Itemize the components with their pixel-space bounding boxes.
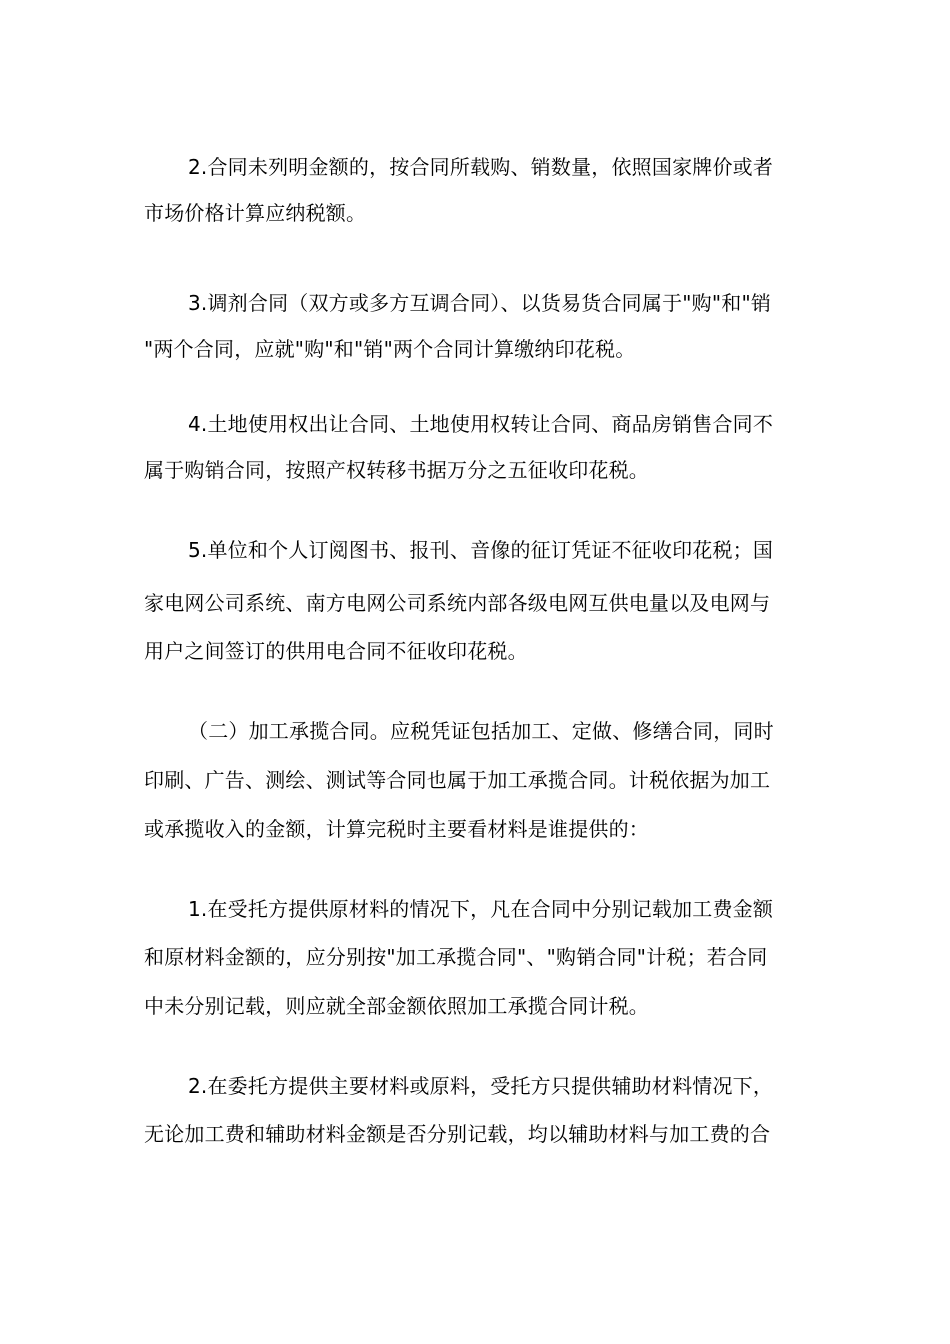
- paragraph-3-line-2: "两个合同，应就"购"和"销"两个合同计算缴纳印花税。: [144, 337, 636, 361]
- paragraph-2-line-1: 2.合同未列明金额的，按合同所载购、销数量，依照国家牌价或者: [188, 155, 774, 179]
- section-2-line-3: 或承揽收入的金额，计算完税时主要看材料是谁提供的：: [144, 817, 649, 841]
- paragraph-2-line-2: 市场价格计算应纳税额。: [144, 201, 367, 225]
- subsection-2-line-1: 2.在委托方提供主要材料或原料，受托方只提供辅助材料情况下，: [188, 1074, 774, 1098]
- subsection-1-line-1: 1.在受托方提供原材料的情况下，凡在合同中分别记载加工费金额: [188, 897, 774, 921]
- paragraph-5-line-3: 用户之间签订的供用电合同不征收印花税。: [144, 639, 528, 663]
- paragraph-3-line-1: 3.调剂合同（双方或多方互调合同）、以货易货合同属于"购"和"销: [188, 291, 772, 315]
- subsection-1-line-3: 中未分别记载，则应就全部金额依照加工承揽合同计税。: [144, 994, 649, 1018]
- paragraph-4-line-2: 属于购销合同，按照产权转移书据万分之五征收印花税。: [144, 458, 649, 482]
- paragraph-4-line-1: 4.土地使用权出让合同、土地使用权转让合同、商品房销售合同不: [188, 412, 774, 436]
- paragraph-5-line-1: 5.单位和个人订阅图书、报刊、音像的征订凭证不征收印花税；国: [188, 538, 774, 562]
- subsection-2-line-2: 无论加工费和辅助材料金额是否分别记载，均以辅助材料与加工费的合: [144, 1122, 771, 1146]
- paragraph-5-line-2: 家电网公司系统、南方电网公司系统内部各级电网互供电量以及电网与: [144, 591, 771, 615]
- section-2-line-1: （二）加工承揽合同。应税凭证包括加工、定做、修缮合同，同时: [188, 719, 774, 743]
- subsection-1-line-2: 和原材料金额的，应分别按"加工承揽合同"、"购销合同"计税；若合同: [144, 945, 768, 969]
- section-2-line-2: 印刷、广告、测绘、测试等合同也属于加工承揽合同。计税依据为加工: [144, 768, 771, 792]
